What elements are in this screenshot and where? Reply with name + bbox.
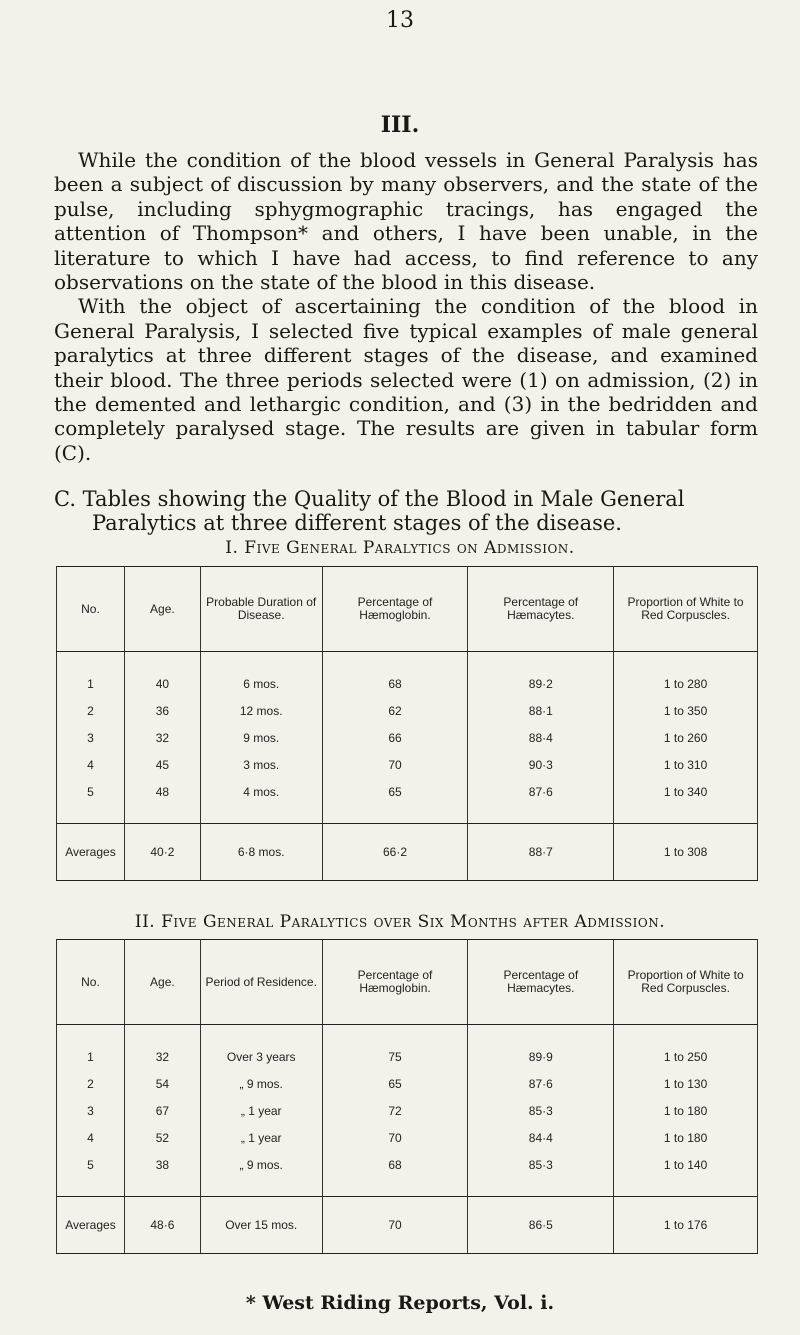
table-row — [57, 652, 758, 698]
column-header: Age. — [124, 940, 200, 1025]
table-cell: 1 to 180 — [614, 1124, 758, 1151]
column-header: Percentage of Hæmoglobin. — [322, 940, 468, 1025]
table-cell: 75 — [322, 1025, 468, 1071]
column-header: Proportion of White to Red Corpuscles. — [614, 567, 758, 652]
table-row — [57, 697, 758, 724]
table-cell: 88·1 — [468, 697, 614, 724]
table-cell: 70 — [322, 1197, 468, 1254]
table-row — [57, 1025, 758, 1071]
table-cell: 52 — [124, 1124, 200, 1151]
table-cell: 4 — [57, 751, 125, 778]
table-cell: 4 mos. — [200, 778, 322, 824]
caption-line: C. Tables showing the Quality of the Blood in Male General — [54, 487, 685, 511]
table-cell: 88·4 — [468, 724, 614, 751]
table-row — [57, 1070, 758, 1097]
table-cell: 70 — [322, 1124, 468, 1151]
table-cell: 84·4 — [468, 1124, 614, 1151]
table-cell: 1 to 280 — [614, 652, 758, 698]
table-cell: 2 — [57, 697, 125, 724]
table-cell: 88·7 — [468, 824, 614, 881]
table-cell: 12 mos. — [200, 697, 322, 724]
table-cell: 66 — [322, 724, 468, 751]
table-cell: 1 to 180 — [614, 1097, 758, 1124]
table-cell: 5 — [57, 778, 125, 824]
table-cell: 6·8 mos. — [200, 824, 322, 881]
table-cell: 1 to 310 — [614, 751, 758, 778]
table-cell: Averages — [57, 824, 125, 881]
table-cell: 6 mos. — [200, 652, 322, 698]
table-cell: 9 mos. — [200, 724, 322, 751]
table-cell: 68 — [322, 652, 468, 698]
table-cell: 4 — [57, 1124, 125, 1151]
table-cell: 86·5 — [468, 1197, 614, 1254]
table-cell: 87·6 — [468, 778, 614, 824]
table-cell: 72 — [322, 1097, 468, 1124]
caption-line: Paralytics at three different stages of the disease. — [92, 511, 622, 536]
table-cell: 1 — [57, 1025, 125, 1071]
paragraph: While the condition of the blood vessels in General Paralysis has been a subject of discussion by many observers, and the state of the pulse, including sphygmographic tracings, has engaged the attention of Thompson* and others, I have been unable, in the literature to which I have had access, to find reference to any observations on the state of the blood in this disease. — [54, 148, 758, 295]
table-cell: „ 1 year — [200, 1097, 322, 1124]
table-cell: Over 3 years — [200, 1025, 322, 1071]
page-number: 13 — [386, 8, 414, 33]
column-header: Proportion of White to Red Corpuscles. — [614, 940, 758, 1025]
table-cell: 85·3 — [468, 1097, 614, 1124]
table-cell: 36 — [124, 697, 200, 724]
paragraph: With the object of ascertaining the condition of the blood in General Paralysis, I selected five typical examples of male general paralytics at three different stages of the disease, and examined their blood. The three periods selected were (1) on admission, (2) in the demented and lethargic condition, and (3) in the bedridden and completely paralysed stage. The results are given in tabular form (C). — [54, 294, 758, 465]
table-cell: 87·6 — [468, 1070, 614, 1097]
table-cell: 65 — [322, 1070, 468, 1097]
table-cell: 68 — [322, 1151, 468, 1197]
table-row — [57, 778, 758, 824]
table-cell: 90·3 — [468, 751, 614, 778]
table-cell: 67 — [124, 1097, 200, 1124]
table-cell: 1 — [57, 652, 125, 698]
table-cell: Averages — [57, 1197, 125, 1254]
body-text — [54, 148, 758, 465]
table-cell: 89·9 — [468, 1025, 614, 1071]
table-cell: 3 — [57, 1097, 125, 1124]
table-cell: 32 — [124, 724, 200, 751]
table-cell: „ 1 year — [200, 1124, 322, 1151]
column-header: Percentage of Hæmacytes. — [468, 567, 614, 652]
table-cell: 1 to 260 — [614, 724, 758, 751]
table-cell: 1 to 176 — [614, 1197, 758, 1254]
column-header: Probable Duration of Disease. — [200, 567, 322, 652]
table-cell: 1 to 340 — [614, 778, 758, 824]
averages-row — [57, 1197, 758, 1254]
column-header: Period of Residence. — [200, 940, 322, 1025]
tables-caption — [54, 487, 758, 536]
table-cell: 62 — [322, 697, 468, 724]
table-cell: 38 — [124, 1151, 200, 1197]
table-row — [57, 1097, 758, 1124]
table-cell: „ 9 mos. — [200, 1151, 322, 1197]
table-1 — [56, 566, 758, 881]
table-cell: 32 — [124, 1025, 200, 1071]
table-2 — [56, 939, 758, 1254]
table-row — [57, 751, 758, 778]
table-cell: 1 to 140 — [614, 1151, 758, 1197]
footnote: * West Riding Reports, Vol. i. — [245, 1292, 555, 1314]
table-cell: 1 to 350 — [614, 697, 758, 724]
section-heading: III. — [380, 112, 420, 138]
table-row — [57, 724, 758, 751]
table-cell: 48 — [124, 778, 200, 824]
table-row — [57, 1124, 758, 1151]
table-header-row — [57, 567, 758, 652]
table-1-title: I. Five General Paralytics on Admission. — [225, 538, 575, 558]
averages-row — [57, 824, 758, 881]
table-cell: 3 — [57, 724, 125, 751]
table-cell: 89·2 — [468, 652, 614, 698]
table-cell: 45 — [124, 751, 200, 778]
table-header-row — [57, 940, 758, 1025]
table-cell: 1 to 308 — [614, 824, 758, 881]
column-header: No. — [57, 940, 125, 1025]
table-cell: 2 — [57, 1070, 125, 1097]
column-header: Percentage of Hæmacytes. — [468, 940, 614, 1025]
table-2-title: II. Five General Paralytics over Six Months after Admission. — [134, 912, 666, 932]
table-row — [57, 1151, 758, 1197]
table-cell: 40·2 — [124, 824, 200, 881]
table-cell: 40 — [124, 652, 200, 698]
column-header: Age. — [124, 567, 200, 652]
table-cell: „ 9 mos. — [200, 1070, 322, 1097]
table-cell: 3 mos. — [200, 751, 322, 778]
table-cell: 48·6 — [124, 1197, 200, 1254]
column-header: No. — [57, 567, 125, 652]
table-cell: 1 to 130 — [614, 1070, 758, 1097]
table-cell: 5 — [57, 1151, 125, 1197]
table-cell: 66·2 — [322, 824, 468, 881]
table-cell: 70 — [322, 751, 468, 778]
table-cell: 65 — [322, 778, 468, 824]
table-cell: 54 — [124, 1070, 200, 1097]
table-cell: 1 to 250 — [614, 1025, 758, 1071]
column-header: Percentage of Hæmoglobin. — [322, 567, 468, 652]
table-cell: Over 15 mos. — [200, 1197, 322, 1254]
table-cell: 85·3 — [468, 1151, 614, 1197]
